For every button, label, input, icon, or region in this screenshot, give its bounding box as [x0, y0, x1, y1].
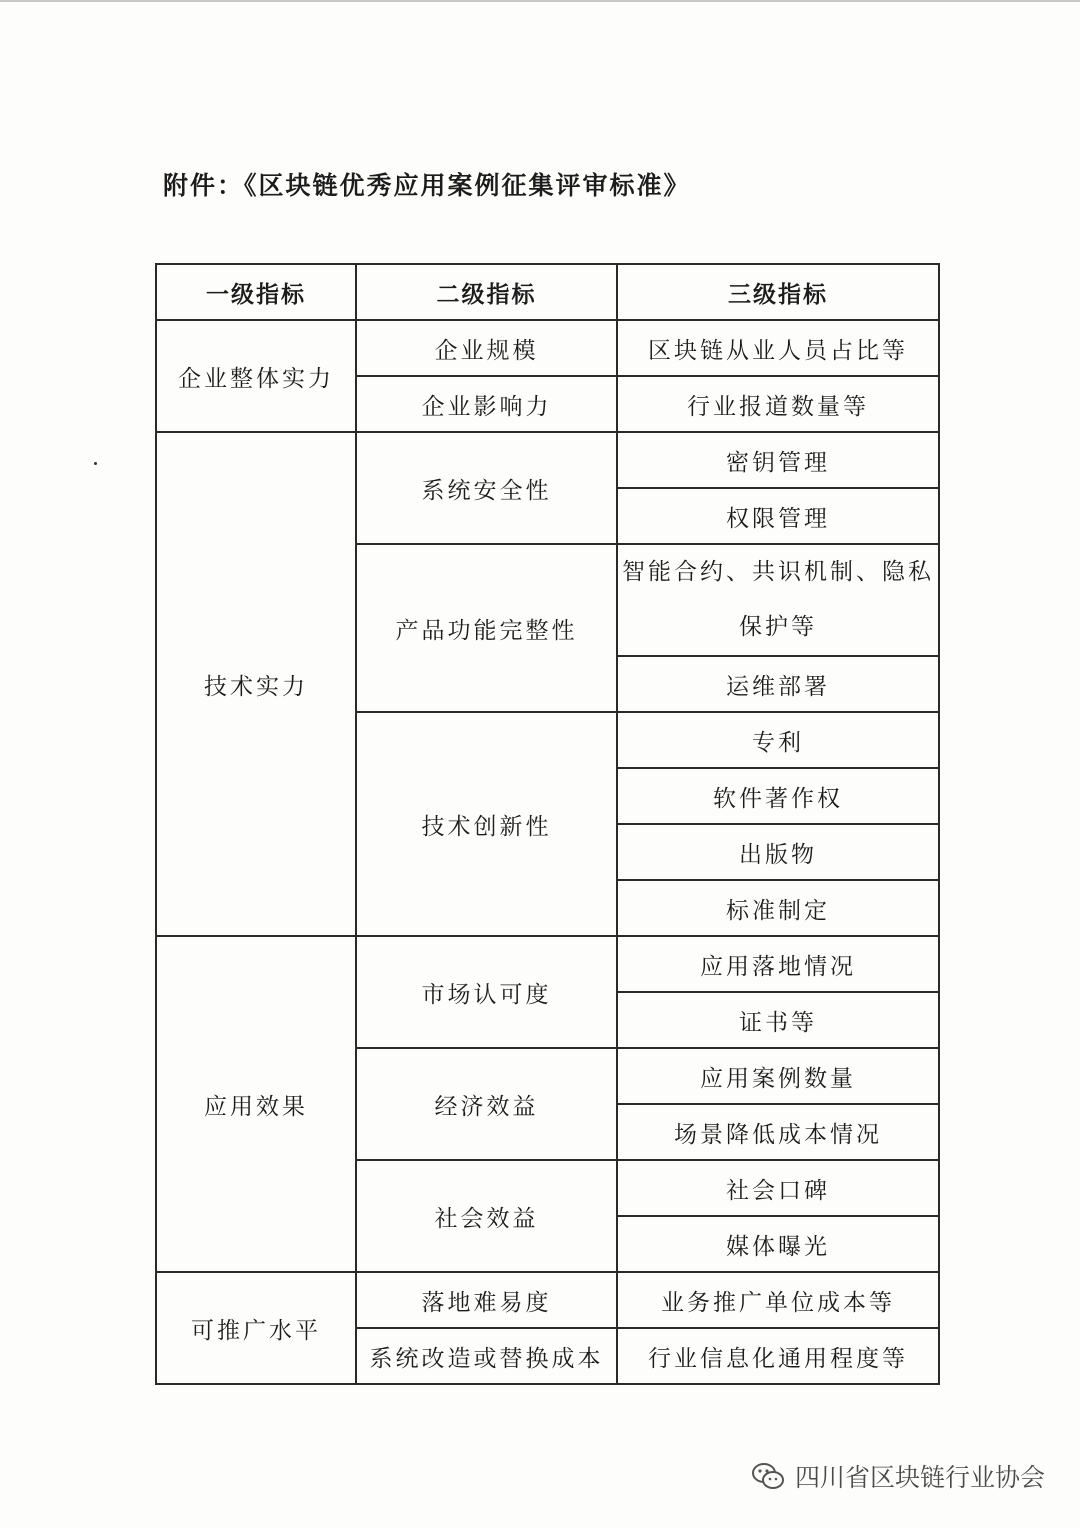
level3-cell: 软件著作权	[617, 768, 939, 824]
level3-cell: 区块链从业人员占比等	[617, 320, 939, 376]
level3-cell: 社会口碑	[617, 1160, 939, 1216]
scan-speck	[94, 462, 97, 465]
level3-cell: 权限管理	[617, 488, 939, 544]
level1-cell: 企业整体实力	[156, 320, 356, 432]
level3-cell: 运维部署	[617, 656, 939, 712]
wechat-icon	[751, 1461, 785, 1491]
criteria-table	[155, 263, 940, 1385]
level3-cell: 媒体曝光	[617, 1216, 939, 1272]
level2-cell: 企业影响力	[356, 376, 617, 432]
level3-cell: 场景降低成本情况	[617, 1104, 939, 1160]
table-row	[156, 936, 939, 992]
level3-cell: 业务推广单位成本等	[617, 1272, 939, 1328]
level2-cell: 企业规模	[356, 320, 617, 376]
level3-cell: 标准制定	[617, 880, 939, 936]
header-level2: 二级指标	[356, 264, 617, 320]
page-top-rule	[0, 0, 1080, 2]
level1-cell: 技术实力	[156, 432, 356, 936]
level3-cell: 智能合约、共识机制、隐私保护等	[617, 544, 939, 656]
level3-cell: 应用落地情况	[617, 936, 939, 992]
level2-cell: 社会效益	[356, 1160, 617, 1272]
level1-cell: 可推广水平	[156, 1272, 356, 1384]
level2-cell: 产品功能完整性	[356, 544, 617, 712]
level3-cell: 行业信息化通用程度等	[617, 1328, 939, 1384]
table-row	[156, 1272, 939, 1328]
header-level3: 三级指标	[617, 264, 939, 320]
level2-cell: 市场认可度	[356, 936, 617, 1048]
level3-cell: 应用案例数量	[617, 1048, 939, 1104]
criteria-body	[156, 320, 939, 1384]
level2-cell: 系统改造或替换成本	[356, 1328, 617, 1384]
level3-cell: 证书等	[617, 992, 939, 1048]
level2-cell: 落地难易度	[356, 1272, 617, 1328]
header-level1: 一级指标	[156, 264, 356, 320]
level2-cell: 系统安全性	[356, 432, 617, 544]
level3-cell: 密钥管理	[617, 432, 939, 488]
document-title: 附件：《区块链优秀应用案例征集评审标准》	[163, 171, 691, 200]
table-row	[156, 432, 939, 488]
watermark-text: 四川省区块链行业协会	[794, 1463, 1045, 1492]
level1-cell: 应用效果	[156, 936, 356, 1272]
level3-cell: 行业报道数量等	[617, 376, 939, 432]
watermark	[751, 1458, 1045, 1494]
table-header-row	[156, 264, 939, 320]
level3-cell: 专利	[617, 712, 939, 768]
level2-cell: 经济效益	[356, 1048, 617, 1160]
table-row	[156, 320, 939, 376]
level2-cell: 技术创新性	[356, 712, 617, 936]
level3-cell: 出版物	[617, 824, 939, 880]
